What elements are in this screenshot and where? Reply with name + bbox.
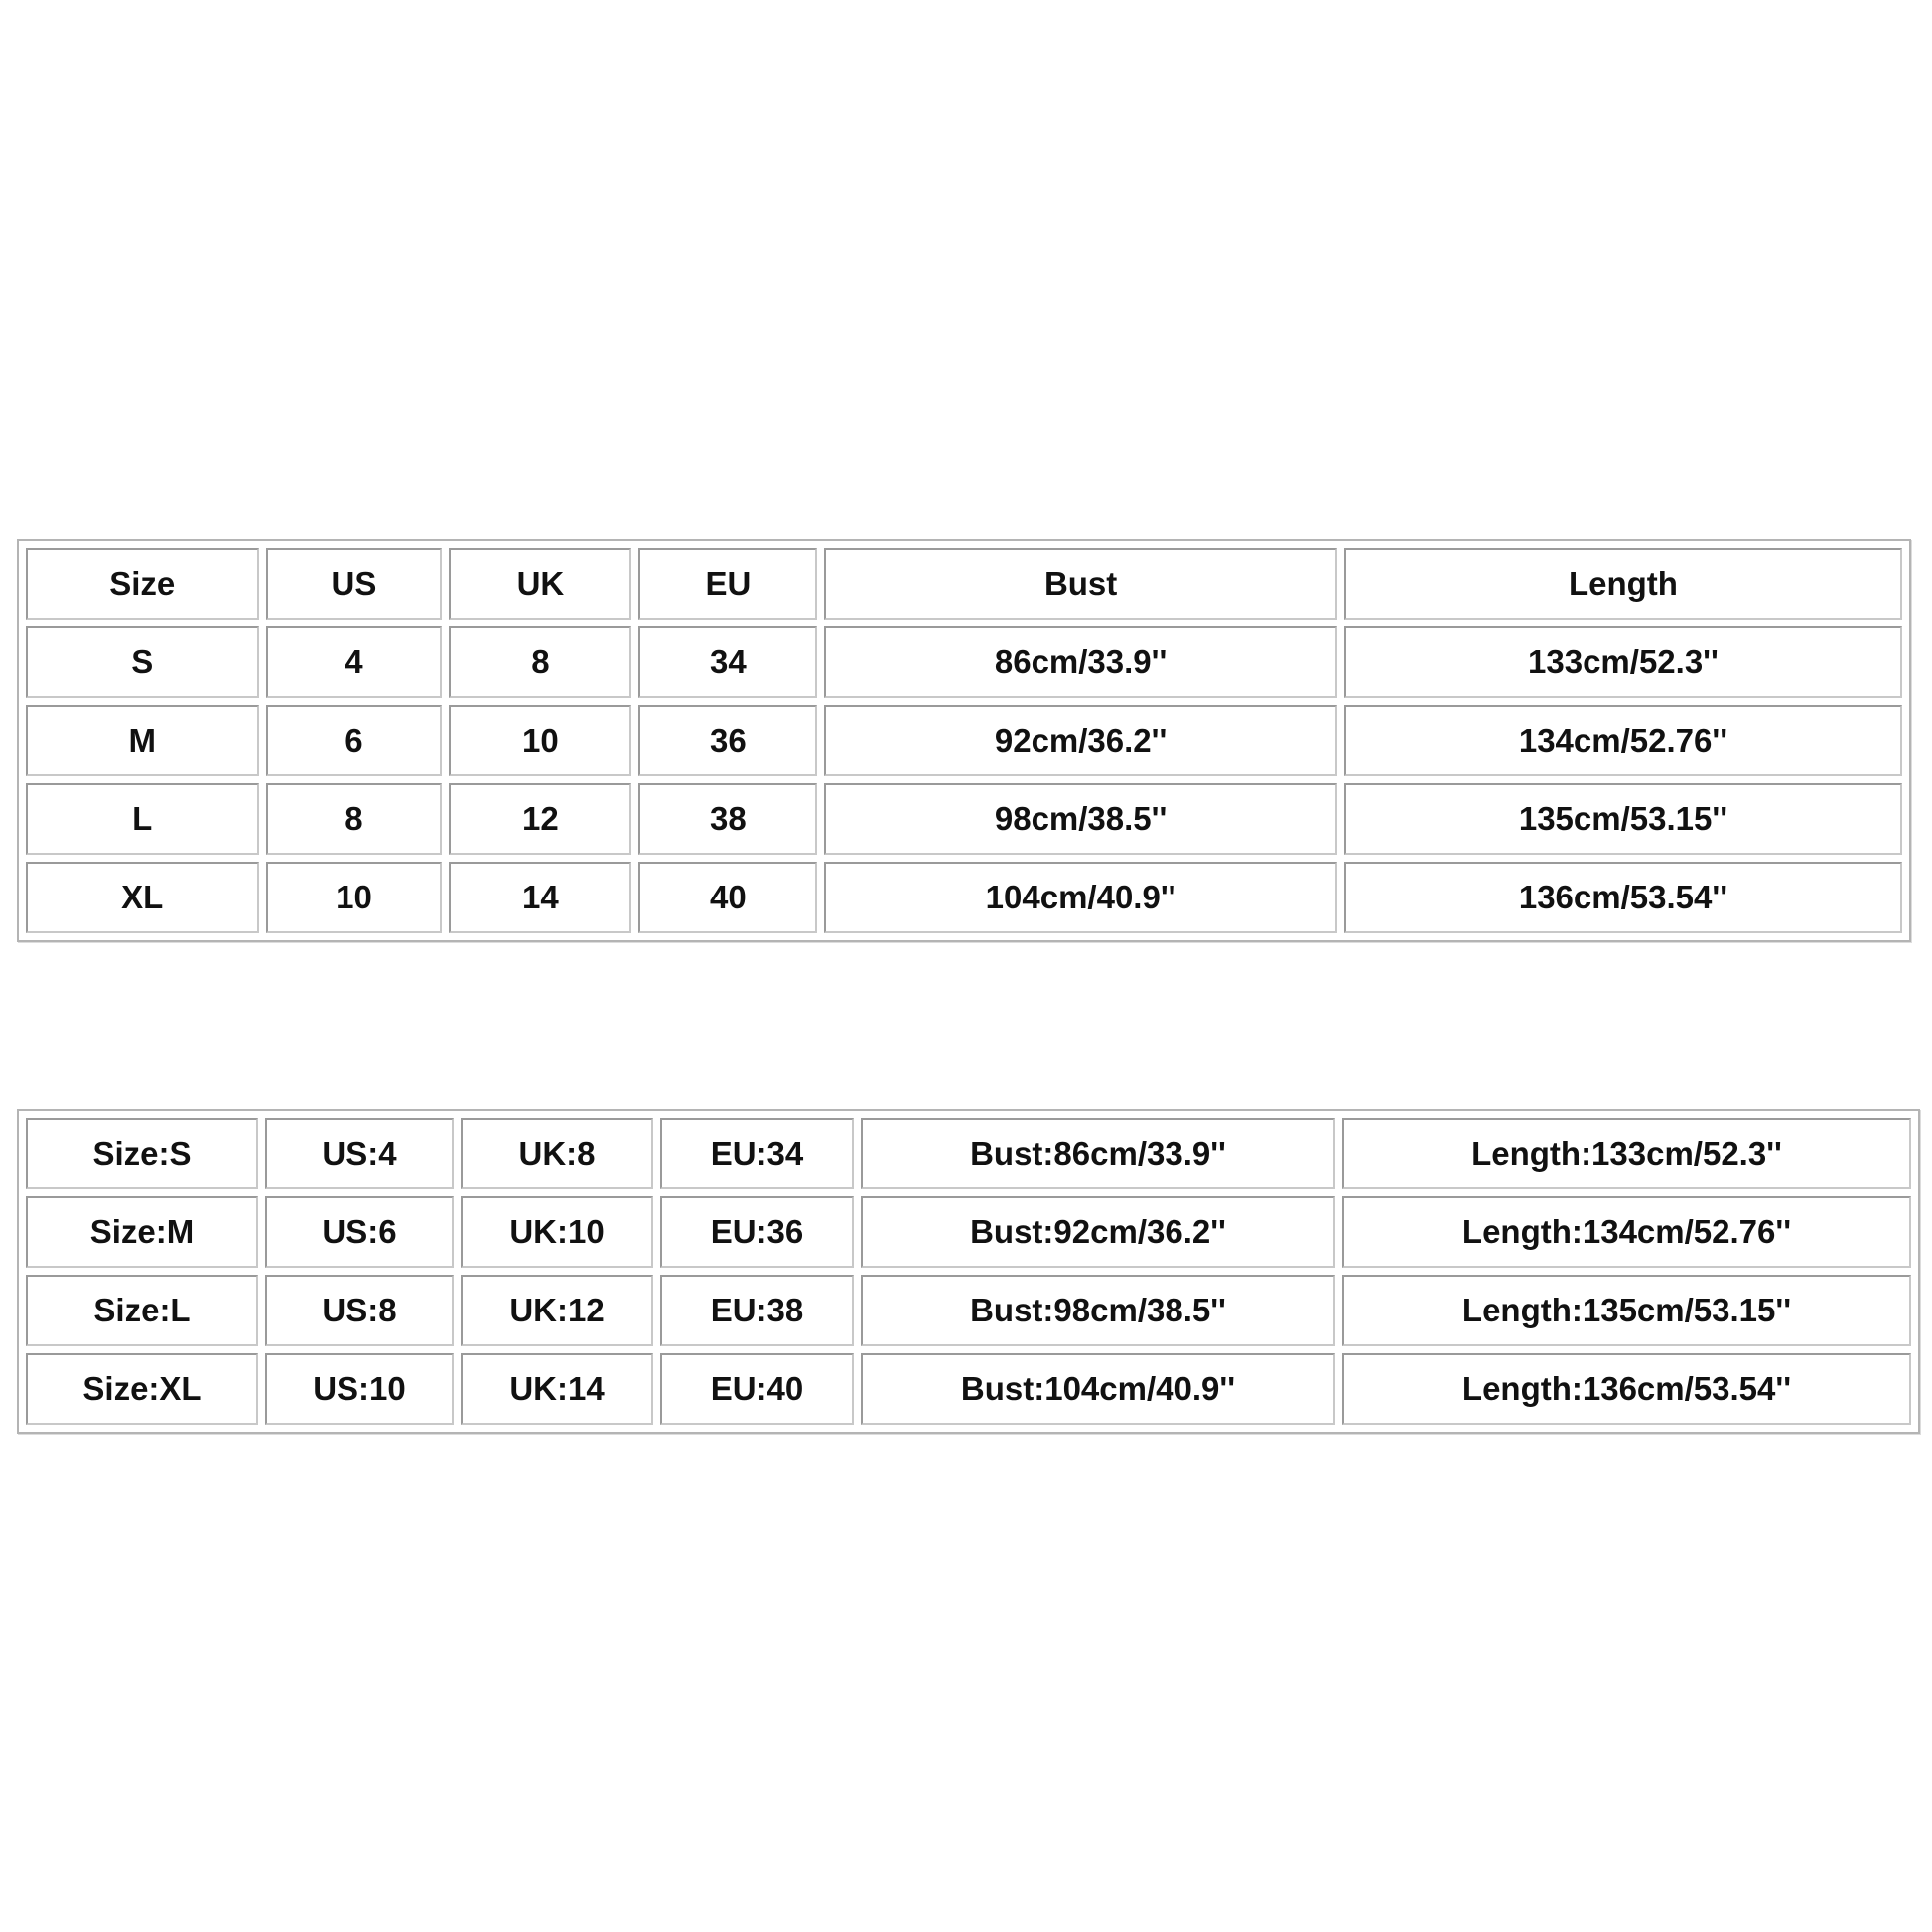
cell-eu: EU:36 [660, 1196, 854, 1268]
cell-length: 135cm/53.15'' [1344, 783, 1902, 855]
table-row [26, 1275, 1911, 1346]
table-row [26, 1118, 1911, 1189]
header-cell-bust: Bust [824, 548, 1337, 620]
cell-size: Size:L [26, 1275, 258, 1346]
cell-size: Size:S [26, 1118, 258, 1189]
cell-us: 8 [266, 783, 443, 855]
cell-eu: EU:38 [660, 1275, 854, 1346]
size-chart-table [17, 539, 1911, 942]
table-row [26, 1353, 1911, 1425]
cell-length: Length:136cm/53.54'' [1342, 1353, 1911, 1425]
cell-uk: UK:8 [461, 1118, 653, 1189]
cell-uk: 12 [449, 783, 631, 855]
cell-eu: 40 [638, 862, 817, 933]
table-row [26, 862, 1902, 933]
cell-eu: 38 [638, 783, 817, 855]
cell-size: XL [26, 862, 259, 933]
table-row [26, 705, 1902, 776]
cell-length: Length:134cm/52.76'' [1342, 1196, 1911, 1268]
cell-length: 134cm/52.76'' [1344, 705, 1902, 776]
cell-length: 133cm/52.3'' [1344, 626, 1902, 698]
cell-bust: 92cm/36.2'' [824, 705, 1337, 776]
cell-us: US:8 [265, 1275, 454, 1346]
cell-bust: 86cm/33.9'' [824, 626, 1337, 698]
cell-size: M [26, 705, 259, 776]
cell-uk: 10 [449, 705, 631, 776]
cell-eu: 34 [638, 626, 817, 698]
cell-eu: EU:34 [660, 1118, 854, 1189]
cell-uk: UK:10 [461, 1196, 653, 1268]
cell-size: S [26, 626, 259, 698]
cell-bust: Bust:98cm/38.5'' [861, 1275, 1335, 1346]
header-cell-us: US [266, 548, 443, 620]
cell-bust: 104cm/40.9'' [824, 862, 1337, 933]
header-cell-size: Size [26, 548, 259, 620]
cell-us: US:4 [265, 1118, 454, 1189]
cell-us: 6 [266, 705, 443, 776]
cell-size: L [26, 783, 259, 855]
cell-length: Length:133cm/52.3'' [1342, 1118, 1911, 1189]
cell-eu: EU:40 [660, 1353, 854, 1425]
cell-us: 10 [266, 862, 443, 933]
cell-uk: 14 [449, 862, 631, 933]
cell-eu: 36 [638, 705, 817, 776]
header-row [26, 548, 1902, 620]
cell-uk: 8 [449, 626, 631, 698]
header-cell-eu: EU [638, 548, 817, 620]
cell-us: US:10 [265, 1353, 454, 1425]
cell-us: US:6 [265, 1196, 454, 1268]
table-row [26, 783, 1902, 855]
cell-length: Length:135cm/53.15'' [1342, 1275, 1911, 1346]
cell-uk: UK:12 [461, 1275, 653, 1346]
cell-bust: Bust:86cm/33.9'' [861, 1118, 1335, 1189]
cell-bust: Bust:92cm/36.2'' [861, 1196, 1335, 1268]
cell-us: 4 [266, 626, 443, 698]
size-labeled-table [17, 1109, 1920, 1434]
cell-bust: 98cm/38.5'' [824, 783, 1337, 855]
header-cell-length: Length [1344, 548, 1902, 620]
header-cell-uk: UK [449, 548, 631, 620]
table-row [26, 1196, 1911, 1268]
cell-uk: UK:14 [461, 1353, 653, 1425]
cell-size: Size:XL [26, 1353, 258, 1425]
cell-size: Size:M [26, 1196, 258, 1268]
cell-length: 136cm/53.54'' [1344, 862, 1902, 933]
cell-bust: Bust:104cm/40.9'' [861, 1353, 1335, 1425]
table-row [26, 626, 1902, 698]
